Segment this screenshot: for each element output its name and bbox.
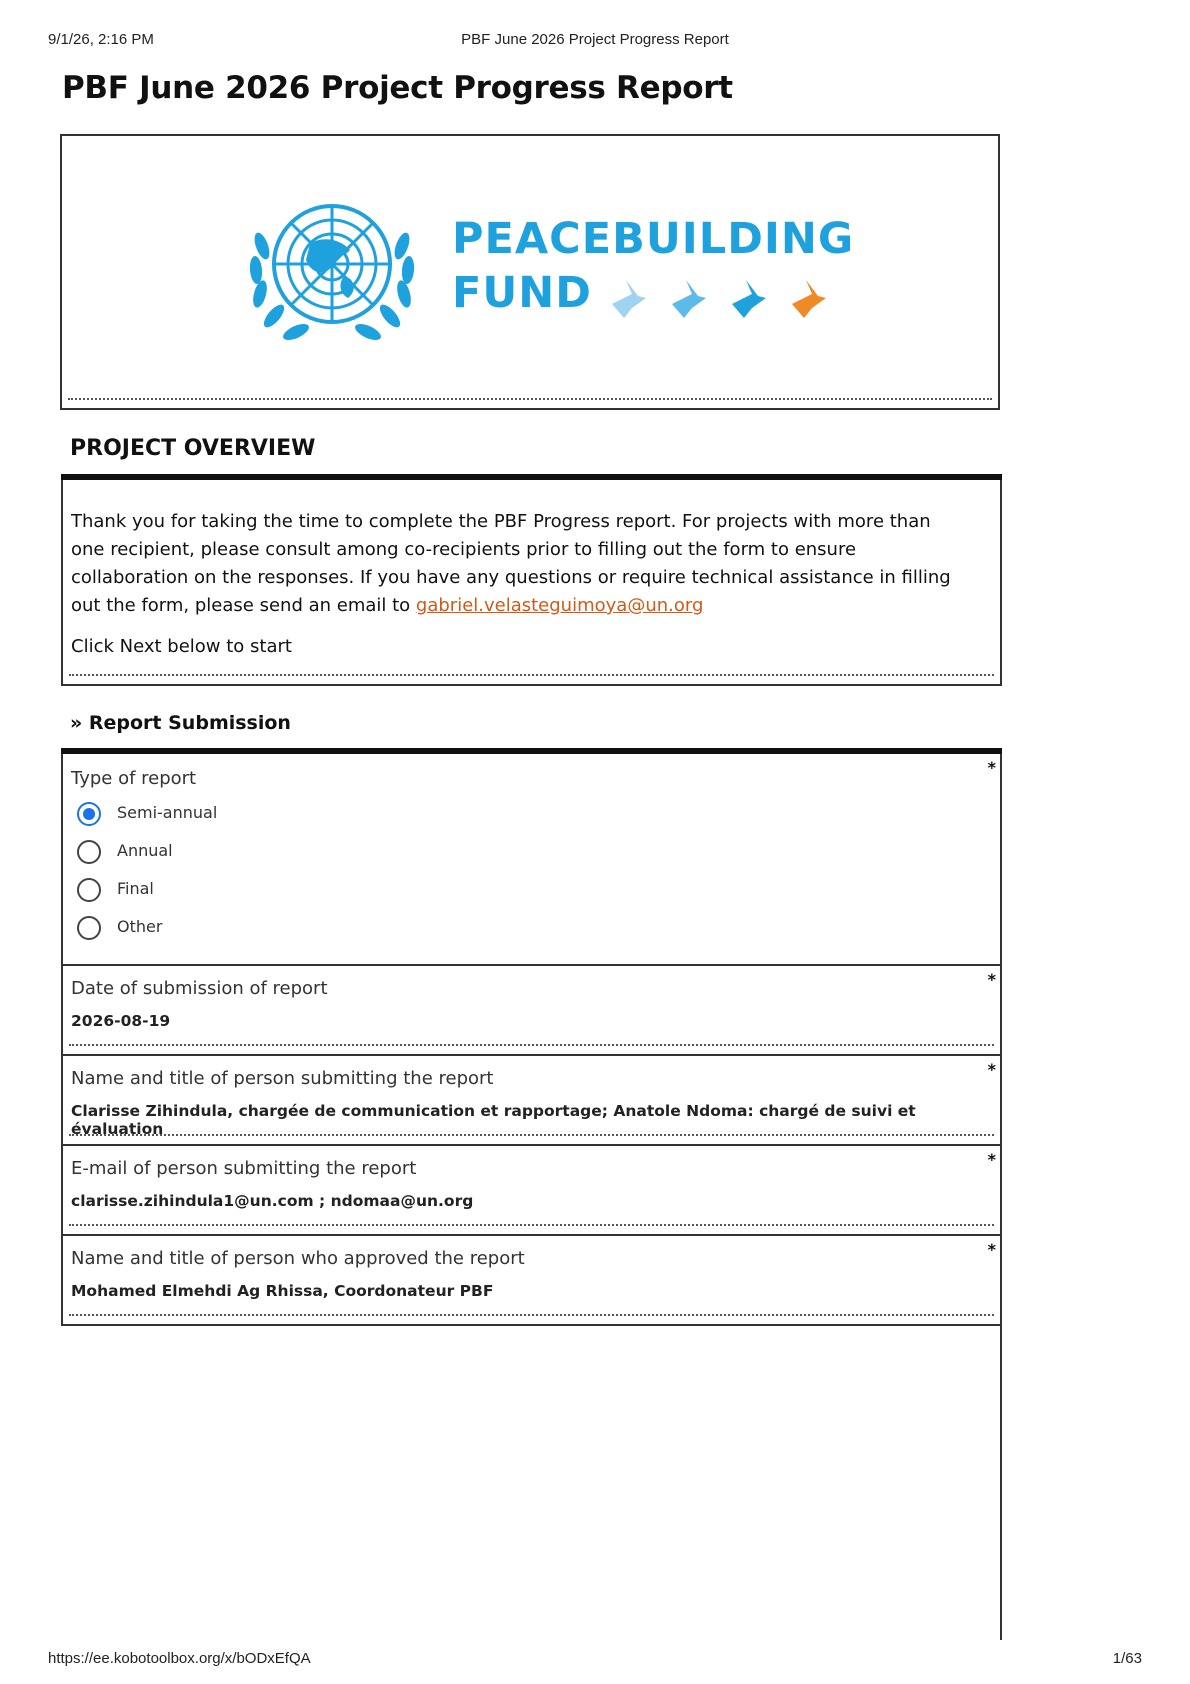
intro-note: [61, 480, 1002, 686]
question-approver-name[interactable]: [61, 1234, 1002, 1326]
contact-email-link[interactable]: gabriel.velasteguimoya@un.org: [415, 595, 704, 616]
question-submitter-email[interactable]: [61, 1144, 1002, 1236]
question-label: Name and title of person who approved the report: [71, 1248, 525, 1269]
divider: [69, 1134, 994, 1136]
print-page-title: PBF June 2026 Project Progress Report: [461, 31, 729, 48]
required-mark: *: [987, 758, 996, 777]
required-mark: *: [987, 1150, 996, 1169]
radio-unselected[interactable]: [77, 878, 101, 902]
section-heading-report-submission: » Report Submission: [70, 712, 291, 734]
form-right-border: [1000, 1320, 1002, 1640]
answer-value: Clarisse Zihindula, chargée de communication et rapportage; Anatole Ndoma: chargé de suivi et évaluation: [71, 1102, 916, 1138]
radio-label: Annual: [117, 841, 173, 860]
radio-selected[interactable]: [77, 802, 101, 826]
radio-unselected[interactable]: [77, 840, 101, 864]
logo-banner: [60, 134, 1000, 410]
un-emblem-icon: [240, 186, 424, 348]
print-page-counter: 1/63: [1112, 1650, 1142, 1667]
print-url: https://ee.kobotoolbox.org/x/bODxEfQA: [48, 1650, 311, 1667]
radio-unselected[interactable]: [77, 916, 101, 940]
form-title: PBF June 2026 Project Progress Report: [62, 70, 733, 106]
question-type-of-report: [61, 754, 1002, 966]
logo-text-peacebuilding: PEACEBUILDING: [452, 214, 855, 264]
print-datetime: 9/1/26, 2:16 PM: [48, 31, 154, 48]
answer-value: 2026-08-19: [71, 1012, 171, 1030]
question-label: Name and title of person submitting the report: [71, 1068, 494, 1089]
question-label: E-mail of person submitting the report: [71, 1158, 417, 1179]
doves-icon: [602, 274, 832, 322]
logo-text-fund: FUND: [452, 268, 592, 318]
radio-label: Semi-annual: [117, 803, 218, 822]
answer-value: clarisse.zihindula1@un.com ; ndomaa@un.org: [71, 1192, 474, 1210]
question-submitter-name[interactable]: [61, 1054, 1002, 1146]
required-mark: *: [987, 970, 996, 989]
divider: [69, 1044, 994, 1046]
intro-body: Thank you for taking the time to complete the PBF Progress report. For projects with more than one recipient, please consult among co-recipients prior to filling out the form to ensure collaboration on the responses. If you have any questions or require technical assistance in filling out the form, please send an email to: [71, 511, 951, 616]
radio-label: Final: [117, 879, 154, 898]
question-label: Type of report: [71, 768, 197, 789]
divider: [68, 398, 992, 400]
section-heading-overview: PROJECT OVERVIEW: [70, 436, 316, 461]
radio-label: Other: [117, 917, 163, 936]
divider: [69, 674, 994, 676]
divider: [69, 1224, 994, 1226]
intro-text: [71, 508, 951, 620]
answer-value: Mohamed Elmehdi Ag Rhissa, Coordonateur PBF: [71, 1282, 494, 1300]
required-mark: *: [987, 1240, 996, 1259]
question-date-of-submission[interactable]: [61, 964, 1002, 1056]
question-label: Date of submission of report: [71, 978, 328, 999]
divider: [69, 1314, 994, 1316]
required-mark: *: [987, 1060, 996, 1079]
start-note: Click Next below to start: [71, 636, 292, 657]
